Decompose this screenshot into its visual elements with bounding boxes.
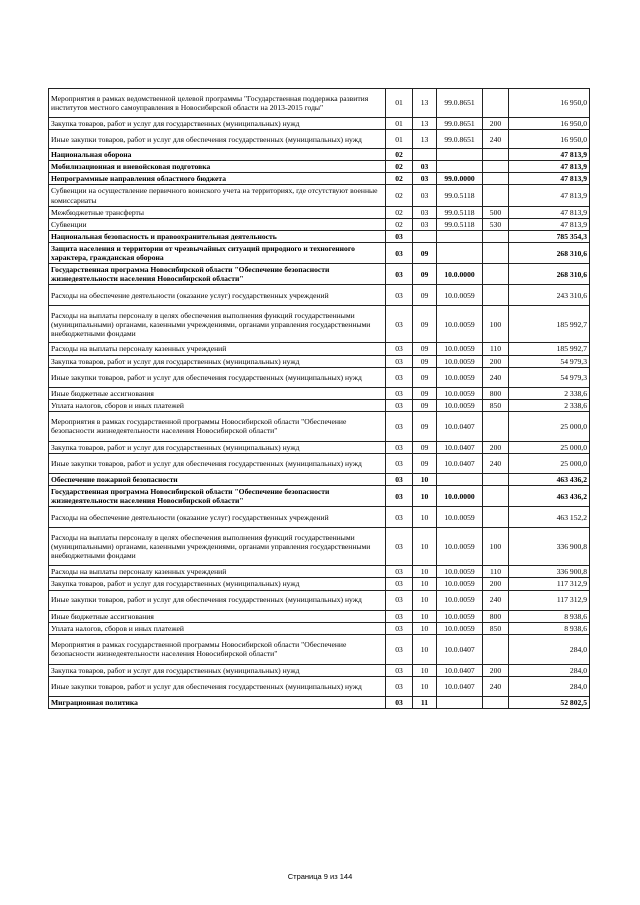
amount: 336 900,8 bbox=[509, 566, 590, 578]
amount: 268 310,6 bbox=[509, 264, 590, 285]
subsection-code: 10 bbox=[413, 610, 437, 622]
expense-type-code: 240 bbox=[483, 130, 509, 149]
expense-type-code: 240 bbox=[483, 453, 509, 473]
amount: 336 900,8 bbox=[509, 528, 590, 566]
subsection-code: 03 bbox=[413, 161, 437, 173]
target-article-code bbox=[437, 242, 483, 263]
expense-type-code: 850 bbox=[483, 399, 509, 411]
target-article-code: 10.0.0059 bbox=[437, 367, 483, 387]
table-row bbox=[49, 566, 590, 578]
target-article-code: 10.0.0059 bbox=[437, 507, 483, 528]
target-article-code: 99.0.8651 bbox=[437, 89, 483, 118]
expense-type-code: 200 bbox=[483, 441, 509, 453]
row-name: Государственная программа Новосибирской области "Обеспечение безопасности жизнедеятельности населения Новосибирской области" bbox=[49, 486, 386, 507]
subsection-code: 09 bbox=[413, 355, 437, 367]
target-article-code: 99.0.8651 bbox=[437, 130, 483, 149]
target-article-code: 10.0.0059 bbox=[437, 306, 483, 343]
target-article-code bbox=[437, 161, 483, 173]
table-row bbox=[49, 441, 590, 453]
section-code: 03 bbox=[386, 242, 413, 263]
expense-type-code bbox=[483, 89, 509, 118]
target-article-code: 10.0.0059 bbox=[437, 622, 483, 634]
amount: 117 312,9 bbox=[509, 590, 590, 610]
expense-type-code bbox=[483, 634, 509, 664]
expense-type-code: 200 bbox=[483, 355, 509, 367]
section-code: 03 bbox=[386, 355, 413, 367]
target-article-code: 10.0.0059 bbox=[437, 528, 483, 566]
row-name: Субвенции bbox=[49, 218, 386, 230]
amount: 463 436,2 bbox=[509, 486, 590, 507]
page-number: Страница 9 из 144 bbox=[287, 872, 353, 881]
amount: 185 992,7 bbox=[509, 343, 590, 355]
section-code: 03 bbox=[386, 566, 413, 578]
expense-type-code bbox=[483, 264, 509, 285]
expense-type-code bbox=[483, 161, 509, 173]
expense-type-code: 240 bbox=[483, 676, 509, 696]
target-article-code: 10.0.0059 bbox=[437, 590, 483, 610]
expense-type-code bbox=[483, 411, 509, 441]
subsection-code: 10 bbox=[413, 528, 437, 566]
expense-type-code: 200 bbox=[483, 578, 509, 590]
target-article-code: 99.0.5118 bbox=[437, 185, 483, 206]
subsection-code: 03 bbox=[413, 206, 437, 218]
row-name: Иные бюджетные ассигнования bbox=[49, 387, 386, 399]
table-row bbox=[49, 578, 590, 590]
target-article-code: 99.0.0000 bbox=[437, 173, 483, 185]
section-code: 01 bbox=[386, 118, 413, 130]
expense-type-code: 110 bbox=[483, 343, 509, 355]
amount: 52 802,5 bbox=[509, 696, 590, 708]
section-code: 02 bbox=[386, 206, 413, 218]
section-code: 03 bbox=[386, 441, 413, 453]
amount: 284,0 bbox=[509, 676, 590, 696]
amount: 16 950,0 bbox=[509, 118, 590, 130]
row-name: Мероприятия в рамках ведомственной целевой программы "Государственная поддержка развития институтов местного самоуправления в Новосибирской области на 2013-2015 годы" bbox=[49, 89, 386, 118]
subsection-code: 10 bbox=[413, 486, 437, 507]
amount: 284,0 bbox=[509, 634, 590, 664]
section-code: 03 bbox=[386, 676, 413, 696]
table-row bbox=[49, 218, 590, 230]
row-name: Иные закупки товаров, работ и услуг для обеспечения государственных (муниципальных) нужд bbox=[49, 676, 386, 696]
row-name: Закупка товаров, работ и услуг для государственных (муниципальных) нужд bbox=[49, 441, 386, 453]
expense-type-code: 200 bbox=[483, 118, 509, 130]
expense-type-code: 240 bbox=[483, 367, 509, 387]
amount: 117 312,9 bbox=[509, 578, 590, 590]
row-name: Иные закупки товаров, работ и услуг для обеспечения государственных (муниципальных) нужд bbox=[49, 130, 386, 149]
table-row bbox=[49, 507, 590, 528]
amount: 25 000,0 bbox=[509, 411, 590, 441]
subsection-code: 09 bbox=[413, 399, 437, 411]
row-name: Государственная программа Новосибирской области "Обеспечение безопасности жизнедеятельности населения Новосибирской области" bbox=[49, 264, 386, 285]
table-row bbox=[49, 486, 590, 507]
table-row bbox=[49, 622, 590, 634]
target-article-code bbox=[437, 696, 483, 708]
subsection-code bbox=[413, 230, 437, 242]
expense-type-code: 800 bbox=[483, 387, 509, 399]
target-article-code bbox=[437, 473, 483, 485]
table-row bbox=[49, 453, 590, 473]
expense-type-code: 200 bbox=[483, 664, 509, 676]
amount: 243 310,6 bbox=[509, 285, 590, 306]
subsection-code: 03 bbox=[413, 173, 437, 185]
row-name: Закупка товаров, работ и услуг для государственных (муниципальных) нужд bbox=[49, 355, 386, 367]
subsection-code: 09 bbox=[413, 453, 437, 473]
expense-type-code: 800 bbox=[483, 610, 509, 622]
target-article-code: 10.0.0407 bbox=[437, 453, 483, 473]
subsection-code: 03 bbox=[413, 218, 437, 230]
table-row bbox=[49, 118, 590, 130]
target-article-code: 10.0.0000 bbox=[437, 264, 483, 285]
subsection-code: 10 bbox=[413, 507, 437, 528]
row-name: Закупка товаров, работ и услуг для государственных (муниципальных) нужд bbox=[49, 118, 386, 130]
table-row bbox=[49, 130, 590, 149]
section-code: 03 bbox=[386, 399, 413, 411]
row-name: Закупка товаров, работ и услуг для государственных (муниципальных) нужд bbox=[49, 664, 386, 676]
table-row bbox=[49, 264, 590, 285]
subsection-code: 13 bbox=[413, 89, 437, 118]
subsection-code: 10 bbox=[413, 634, 437, 664]
row-name: Мобилизационная и вневойсковая подготовка bbox=[49, 161, 386, 173]
table-row bbox=[49, 610, 590, 622]
row-name: Расходы на выплаты персоналу в целях обеспечения выполнения функций государственными (муниципальными) органами, казенными учреждениями, органами управления государственными внебюджетными фондами bbox=[49, 528, 386, 566]
subsection-code: 10 bbox=[413, 590, 437, 610]
amount: 47 813,9 bbox=[509, 149, 590, 161]
subsection-code: 09 bbox=[413, 242, 437, 263]
section-code: 03 bbox=[386, 528, 413, 566]
amount: 47 813,9 bbox=[509, 173, 590, 185]
expense-type-code bbox=[483, 507, 509, 528]
section-code: 01 bbox=[386, 130, 413, 149]
row-name: Расходы на обеспечение деятельности (оказание услуг) государственных учреждений bbox=[49, 285, 386, 306]
subsection-code: 09 bbox=[413, 367, 437, 387]
table-row bbox=[49, 185, 590, 206]
amount: 47 813,9 bbox=[509, 161, 590, 173]
target-article-code: 10.0.0407 bbox=[437, 664, 483, 676]
expense-type-code: 110 bbox=[483, 566, 509, 578]
row-name: Уплата налогов, сборов и иных платежей bbox=[49, 399, 386, 411]
section-code: 03 bbox=[386, 453, 413, 473]
amount: 54 979,3 bbox=[509, 367, 590, 387]
section-code: 03 bbox=[386, 610, 413, 622]
expense-type-code bbox=[483, 173, 509, 185]
table-row bbox=[49, 664, 590, 676]
amount: 785 354,3 bbox=[509, 230, 590, 242]
subsection-code: 09 bbox=[413, 264, 437, 285]
subsection-code: 09 bbox=[413, 285, 437, 306]
target-article-code: 10.0.0059 bbox=[437, 566, 483, 578]
subsection-code: 10 bbox=[413, 566, 437, 578]
budget-table-body bbox=[49, 89, 590, 709]
amount: 8 938,6 bbox=[509, 610, 590, 622]
section-code: 03 bbox=[386, 634, 413, 664]
table-row bbox=[49, 355, 590, 367]
table-row bbox=[49, 306, 590, 343]
table-row bbox=[49, 343, 590, 355]
expense-type-code: 240 bbox=[483, 590, 509, 610]
expense-type-code bbox=[483, 696, 509, 708]
amount: 47 813,9 bbox=[509, 206, 590, 218]
subsection-code: 10 bbox=[413, 664, 437, 676]
subsection-code: 09 bbox=[413, 411, 437, 441]
table-row bbox=[49, 206, 590, 218]
section-code: 02 bbox=[386, 218, 413, 230]
section-code: 03 bbox=[386, 343, 413, 355]
section-code: 03 bbox=[386, 696, 413, 708]
section-code: 02 bbox=[386, 149, 413, 161]
row-name: Миграционная политика bbox=[49, 696, 386, 708]
section-code: 03 bbox=[386, 387, 413, 399]
section-code: 03 bbox=[386, 578, 413, 590]
page-footer bbox=[0, 872, 640, 881]
table-row bbox=[49, 399, 590, 411]
target-article-code: 10.0.0000 bbox=[437, 486, 483, 507]
section-code: 03 bbox=[386, 486, 413, 507]
subsection-code: 03 bbox=[413, 185, 437, 206]
subsection-code: 09 bbox=[413, 343, 437, 355]
target-article-code: 99.0.8651 bbox=[437, 118, 483, 130]
table-row bbox=[49, 634, 590, 664]
table-row bbox=[49, 528, 590, 566]
amount: 25 000,0 bbox=[509, 453, 590, 473]
expense-type-code bbox=[483, 285, 509, 306]
row-name: Непрограммные направления областного бюджета bbox=[49, 173, 386, 185]
amount: 2 338,6 bbox=[509, 387, 590, 399]
expense-type-code: 850 bbox=[483, 622, 509, 634]
expense-type-code bbox=[483, 473, 509, 485]
expense-type-code bbox=[483, 149, 509, 161]
row-name: Обеспечение пожарной безопасности bbox=[49, 473, 386, 485]
subsection-code: 09 bbox=[413, 306, 437, 343]
row-name: Мероприятия в рамках государственной программы Новосибирской области "Обеспечение безопасности жизнедеятельности населения Новосибирской области" bbox=[49, 634, 386, 664]
target-article-code: 99.0.5118 bbox=[437, 218, 483, 230]
target-article-code: 10.0.0059 bbox=[437, 285, 483, 306]
row-name: Расходы на выплаты персоналу в целях обеспечения выполнения функций государственными (муниципальными) органами, казенными учреждениями, органами управления государственными внебюджетными фондами bbox=[49, 306, 386, 343]
section-code: 03 bbox=[386, 590, 413, 610]
section-code: 03 bbox=[386, 230, 413, 242]
table-row bbox=[49, 230, 590, 242]
amount: 25 000,0 bbox=[509, 441, 590, 453]
target-article-code: 10.0.0059 bbox=[437, 355, 483, 367]
target-article-code: 10.0.0059 bbox=[437, 387, 483, 399]
row-name: Иные закупки товаров, работ и услуг для обеспечения государственных (муниципальных) нужд bbox=[49, 453, 386, 473]
section-code: 03 bbox=[386, 473, 413, 485]
target-article-code: 10.0.0059 bbox=[437, 343, 483, 355]
row-name: Расходы на выплаты персоналу казенных учреждений bbox=[49, 343, 386, 355]
target-article-code: 10.0.0059 bbox=[437, 578, 483, 590]
table-row bbox=[49, 161, 590, 173]
target-article-code: 10.0.0059 bbox=[437, 399, 483, 411]
subsection-code: 10 bbox=[413, 676, 437, 696]
amount: 16 950,0 bbox=[509, 89, 590, 118]
table-row bbox=[49, 367, 590, 387]
target-article-code: 10.0.0407 bbox=[437, 441, 483, 453]
row-name: Защита населения и территории от чрезвычайных ситуаций природного и техногенного характера, гражданская оборона bbox=[49, 242, 386, 263]
table-row bbox=[49, 696, 590, 708]
expense-type-code: 500 bbox=[483, 206, 509, 218]
row-name: Уплата налогов, сборов и иных платежей bbox=[49, 622, 386, 634]
row-name: Иные закупки товаров, работ и услуг для обеспечения государственных (муниципальных) нужд bbox=[49, 367, 386, 387]
target-article-code: 10.0.0407 bbox=[437, 411, 483, 441]
section-code: 01 bbox=[386, 89, 413, 118]
section-code: 03 bbox=[386, 507, 413, 528]
section-code: 03 bbox=[386, 285, 413, 306]
section-code: 03 bbox=[386, 411, 413, 441]
table-row bbox=[49, 411, 590, 441]
subsection-code: 10 bbox=[413, 578, 437, 590]
subsection-code: 10 bbox=[413, 622, 437, 634]
target-article-code bbox=[437, 149, 483, 161]
amount: 185 992,7 bbox=[509, 306, 590, 343]
section-code: 03 bbox=[386, 264, 413, 285]
table-row bbox=[49, 473, 590, 485]
table-row bbox=[49, 149, 590, 161]
amount: 284,0 bbox=[509, 664, 590, 676]
subsection-code: 13 bbox=[413, 130, 437, 149]
amount: 16 950,0 bbox=[509, 130, 590, 149]
target-article-code bbox=[437, 230, 483, 242]
section-code: 02 bbox=[386, 161, 413, 173]
amount: 47 813,9 bbox=[509, 218, 590, 230]
row-name: Расходы на выплаты персоналу казенных учреждений bbox=[49, 566, 386, 578]
row-name: Межбюджетные трансферты bbox=[49, 206, 386, 218]
amount: 54 979,3 bbox=[509, 355, 590, 367]
table-row bbox=[49, 89, 590, 118]
row-name: Субвенции на осуществление первичного воинского учета на территориях, где отсутствуют военные комиссариаты bbox=[49, 185, 386, 206]
row-name: Закупка товаров, работ и услуг для государственных (муниципальных) нужд bbox=[49, 578, 386, 590]
amount: 47 813,9 bbox=[509, 185, 590, 206]
row-name: Национальная безопасность и правоохранительная деятельность bbox=[49, 230, 386, 242]
table-row bbox=[49, 173, 590, 185]
expense-type-code: 100 bbox=[483, 528, 509, 566]
expense-type-code: 100 bbox=[483, 306, 509, 343]
table-row bbox=[49, 387, 590, 399]
expense-type-code: 530 bbox=[483, 218, 509, 230]
table-row bbox=[49, 590, 590, 610]
row-name: Иные бюджетные ассигнования bbox=[49, 610, 386, 622]
subsection-code bbox=[413, 149, 437, 161]
row-name: Мероприятия в рамках государственной программы Новосибирской области "Обеспечение безопасности жизнедеятельности населения Новосибирской области" bbox=[49, 411, 386, 441]
subsection-code: 09 bbox=[413, 387, 437, 399]
amount: 8 938,6 bbox=[509, 622, 590, 634]
target-article-code: 99.0.5118 bbox=[437, 206, 483, 218]
subsection-code: 11 bbox=[413, 696, 437, 708]
amount: 463 436,2 bbox=[509, 473, 590, 485]
table-row bbox=[49, 242, 590, 263]
section-code: 02 bbox=[386, 185, 413, 206]
subsection-code: 09 bbox=[413, 441, 437, 453]
section-code: 03 bbox=[386, 622, 413, 634]
row-name: Иные закупки товаров, работ и услуг для обеспечения государственных (муниципальных) нужд bbox=[49, 590, 386, 610]
amount: 268 310,6 bbox=[509, 242, 590, 263]
expense-type-code bbox=[483, 185, 509, 206]
amount: 463 152,2 bbox=[509, 507, 590, 528]
target-article-code: 10.0.0407 bbox=[437, 676, 483, 696]
expense-type-code bbox=[483, 486, 509, 507]
amount: 2 338,6 bbox=[509, 399, 590, 411]
budget-table bbox=[48, 88, 590, 709]
expense-type-code bbox=[483, 230, 509, 242]
subsection-code: 10 bbox=[413, 473, 437, 485]
table-row bbox=[49, 676, 590, 696]
row-name: Национальная оборона bbox=[49, 149, 386, 161]
subsection-code: 13 bbox=[413, 118, 437, 130]
section-code: 03 bbox=[386, 306, 413, 343]
expense-type-code bbox=[483, 242, 509, 263]
row-name: Расходы на обеспечение деятельности (оказание услуг) государственных учреждений bbox=[49, 507, 386, 528]
target-article-code: 10.0.0059 bbox=[437, 610, 483, 622]
target-article-code: 10.0.0407 bbox=[437, 634, 483, 664]
section-code: 03 bbox=[386, 664, 413, 676]
table-row bbox=[49, 285, 590, 306]
section-code: 02 bbox=[386, 173, 413, 185]
section-code: 03 bbox=[386, 367, 413, 387]
